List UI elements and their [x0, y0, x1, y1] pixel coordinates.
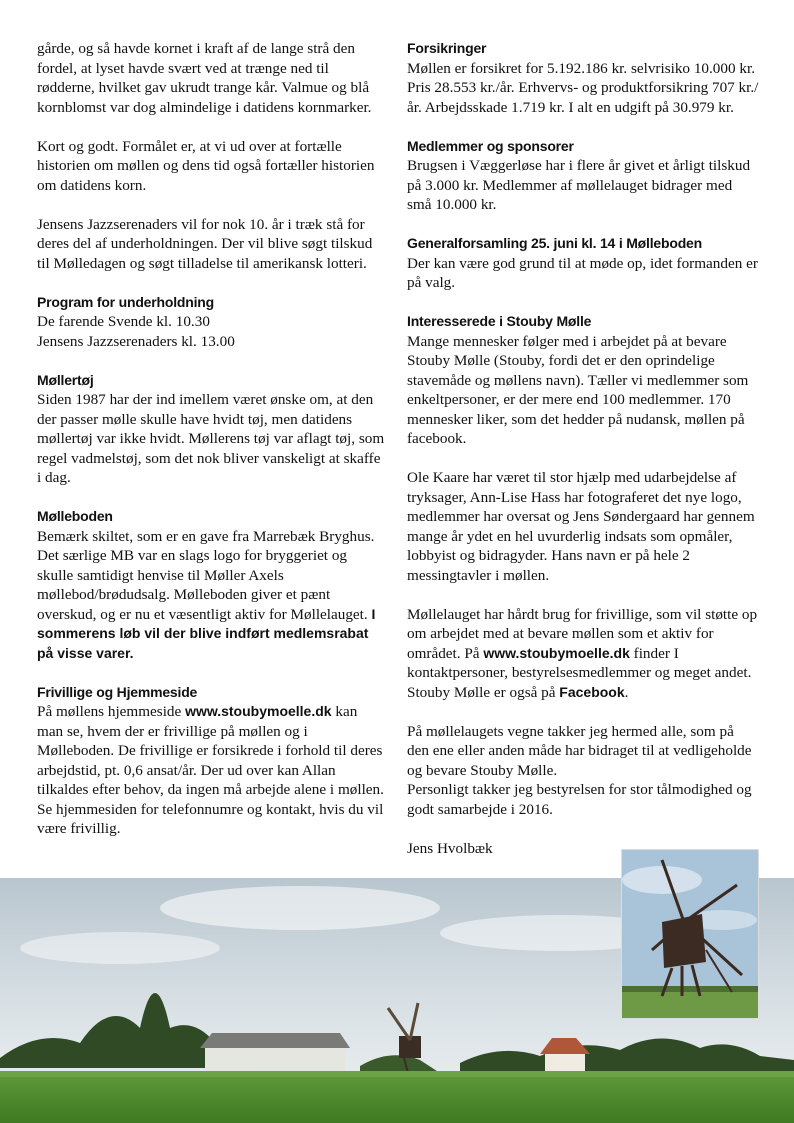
frivillige-text-2: kan man se, hvem der er frivillige på møllen og i Mølleboden. De frivillige er forsikrede i forhold til deres arbejdstid, pt. 0,6 ansat/år. Der ud over kan Allan tilkaldes efter behov, da ingen må arbejde alene i møllen. Se hjemmesiden for telefonnumre og kontakt, hvis du vil være frivillig. — [37, 703, 384, 837]
facebook-link[interactable]: Facebook — [559, 683, 625, 700]
moelleboden-heading: Mølleboden — [37, 508, 113, 524]
interesserede-text: Mange mennesker følger med i arbejdet på at bevare Stouby Mølle (Stouby, fordi det er den oprindelige stavemåde og møllens navn). Tæller vi medlemmer som enkeltpersoner, er der mere end 100 medlemmer. 170 mennesker liker, som det hedder på nudansk, møllen på facebook. — [407, 332, 749, 447]
intro-paragraph-1: gårde, og så havde kornet i kraft af de lange strå den fordel, at lyset havde svært ved at trænge ned til rødderne, hvilket gav ukrudt trange kår. Valmue og blå kornblomst var dog almindelige i datidens kornmarker. — [37, 40, 372, 116]
program-heading: Program for underholdning — [37, 293, 214, 310]
frivillig-text-3: . — [624, 683, 629, 701]
program-line-2: Jensens Jazzserenaders kl. 13.00 — [37, 332, 235, 350]
signature: Jens Hvolbæk — [407, 839, 493, 857]
intro-paragraph-2: Kort og godt. Formålet er, at vi ud over at fortælle historien om møllen og dens tid også fortæller historien om datidens korn. — [37, 137, 375, 194]
windmill-illustration — [622, 850, 758, 1018]
frivillig-text-1: Møllelauget har hårdt brug for frivillige, som vil støtte op om arbejdet med at bevare møllen som et aktiv for området. På — [407, 605, 758, 662]
generalforsamling-text: Der kan være god grund til at møde op, idet formanden er på valg. — [407, 254, 758, 291]
forsikringer-text: Møllen er forsikret for 5.192.186 kr. selvrisiko 10.000 kr. Pris 28.553 kr./år. Erhvervs- og produktforsikring 707 kr./år. Arbejdsskade 1.719 kr. I alt en udgift på 30.979 kr. — [407, 59, 759, 116]
left-column — [37, 39, 387, 858]
frivillig-text-2: finder I kontaktpersoner, bestyrelsesmedlemmer og meget andet. Stouby Mølle er også på — [407, 644, 752, 701]
program-line-1: De farende Svende kl. 10.30 — [37, 313, 210, 330]
moelleboden-bold-text: I sommerens løb vil der blive indført medlemsrabat på visse varer. — [37, 605, 376, 661]
frivillige-paragraph — [37, 702, 387, 839]
website-link[interactable]: www.stoubymoelle.dk — [185, 703, 332, 719]
ole-kaare-paragraph: Ole Kaare har været til stor hjælp med udarbejdelse af tryksager, Ann-Lise Hass har fotograferet det nye logo, medlemmer har oversat og Jens Søndergaard har gennem mange år ydet en hel uvurderlig indsats som opmåler, lobbyist og bidragyder. Hans navn er på hele 2 messingtavler i møllen. — [407, 469, 755, 584]
medlemmer-text: Brugsen i Væggerløse har i flere år givet et årligt tilskud på 3.000 kr. Medlemmer af møllelauget bidrager med små 10.000 kr. — [407, 157, 751, 213]
frivillige-text-1: På møllens hjemmeside — [37, 703, 186, 720]
windmill-inset-photo — [621, 849, 759, 1019]
website-link-2[interactable]: www.stoubymoelle.dk — [483, 644, 630, 661]
medlemmer-heading: Medlemmer og sponsorer — [407, 137, 574, 154]
interesserede-heading: Interesserede i Stouby Mølle — [407, 313, 592, 329]
intro-paragraph-3: Jensens Jazzserenaders vil for nok 10. år i træk stå for deres del af underholdningen. Der vil blive søgt tilskud til Mølledagen og søgt tilladelse til amerikansk lotteri. — [37, 215, 373, 272]
generalforsamling-heading: Generalforsamling 25. juni kl. 14 i Mølleboden — [407, 235, 702, 251]
frivillig-paragraph — [407, 605, 759, 703]
forsikringer-heading: Forsikringer — [407, 40, 487, 56]
right-column — [407, 39, 759, 858]
thanks-text-2: Personligt takker jeg bestyrelsen for stor tålmodighed og godt samarbejde i 2016. — [407, 781, 752, 818]
frivillige-heading: Frivillige og Hjemmeside — [37, 683, 198, 700]
moelleboden-paragraph — [37, 527, 387, 664]
moellertoej-text: Siden 1987 har der ind imellem været ønske om, at den der passer mølle skulle have hvidt tøj, men datidens møllertøj var ikke hvidt. Møllerens tøj var aflagt tøj, som regel vadmelstøj, som det nok bliver vanskeligt at skaffe i dag. — [37, 391, 385, 486]
thanks-paragraph — [407, 722, 759, 820]
moelleboden-text: Bemærk skiltet, som er en gave fra Marrebæk Bryghus. Det særlige MB var en slags logo for bryggeriet og skulle samtidigt henvise til Møller Axels møllebod/brødudsalg. Mølleboden giver et pænt overskud, og er nu et væsentligt aktiv for Møllelauget. — [37, 527, 375, 623]
moellertoej-heading: Møllertøj — [37, 371, 94, 388]
thanks-text-1: På møllelaugets vegne takker jeg hermed alle, som på den ene eller anden måde har bidraget til at vedligeholde og bevare Stouby Mølle. — [407, 722, 752, 779]
